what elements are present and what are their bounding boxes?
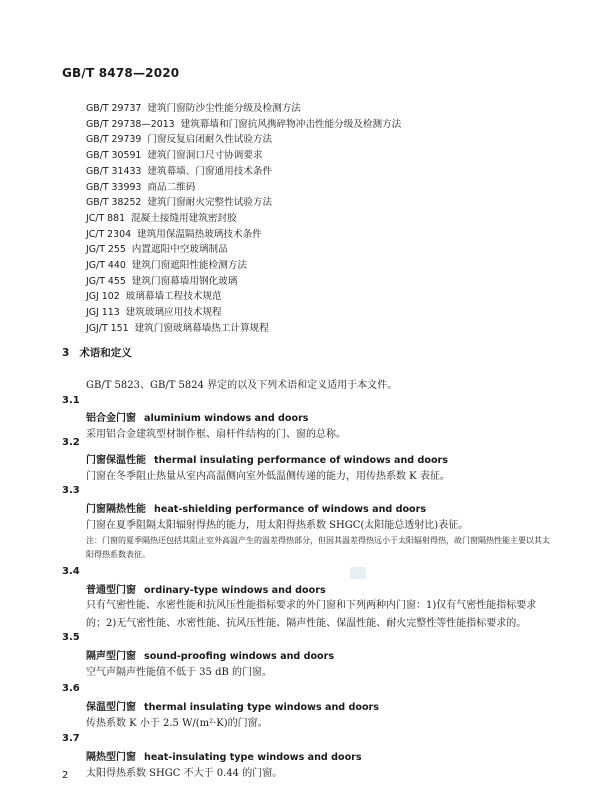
reference-title: 建筑门窗耐火完整性试验方法 bbox=[147, 197, 273, 209]
term-title-zh: 门窗隔热性能 bbox=[86, 504, 146, 515]
reference-code: GB/T 38252 bbox=[86, 197, 142, 209]
reference-code: GB/T 29739 bbox=[86, 134, 142, 146]
reference-title: 建筑门窗幕墙用钢化玻璃 bbox=[131, 275, 238, 287]
term-title-zh: 门窗保温性能 bbox=[86, 455, 146, 466]
reference-title: 建筑幕墙和门窗抗风携碎物冲击性能分级及检测方法 bbox=[180, 118, 402, 130]
reference-code: JG/T 455 bbox=[86, 275, 126, 287]
section-title: 术语和定义 bbox=[79, 347, 132, 359]
normative-references-list bbox=[86, 101, 401, 337]
reference-item bbox=[86, 164, 401, 180]
section-intro: GB/T 5823、GB/T 5824 界定的以及下列术语和定义适用于本文件。 bbox=[86, 380, 398, 391]
term-note: 注：门窗的夏季隔热还包括其阻止室外高温产生的温差得热部分，但因其温差得热远小于太阳辐射得热，故门窗隔热性能主要以其太阳得热系数表征。 bbox=[86, 536, 550, 559]
reference-title: 内置遮阳中空玻璃制品 bbox=[131, 244, 228, 256]
reference-item bbox=[86, 117, 401, 133]
term-title-zh: 隔热型门窗 bbox=[86, 752, 136, 763]
reference-item bbox=[86, 195, 401, 211]
reference-item bbox=[86, 242, 401, 258]
term-title-zh: 保温型门窗 bbox=[86, 702, 136, 713]
reference-code: JC/T 2304 bbox=[86, 228, 132, 240]
term-title-en: ordinary-type windows and doors bbox=[144, 585, 326, 596]
term-number: 3.7 bbox=[62, 733, 80, 744]
reference-title: 建筑门窗防沙尘性能分级及检测方法 bbox=[147, 103, 301, 114]
reference-item bbox=[86, 180, 401, 196]
term-title bbox=[86, 500, 426, 515]
reference-title: 混凝土接缝用建筑密封胶 bbox=[131, 212, 237, 224]
reference-title: 建筑门窗遮阳性能检测方法 bbox=[131, 260, 247, 272]
term-title bbox=[86, 581, 326, 596]
reference-item bbox=[86, 274, 401, 290]
term-number: 3.2 bbox=[62, 437, 80, 448]
term-title bbox=[86, 698, 379, 713]
reference-item bbox=[86, 227, 401, 243]
reference-title: 建筑门窗玻璃幕墙热工计算规程 bbox=[134, 322, 269, 334]
watermark-mark bbox=[350, 567, 366, 579]
reference-title: 建筑幕墙、门窗通用技术条件 bbox=[147, 165, 273, 177]
term-title-en: thermal insulating type windows and doors bbox=[144, 702, 379, 713]
reference-item bbox=[86, 132, 401, 148]
term-title bbox=[86, 647, 334, 662]
reference-title: 商品二维码 bbox=[147, 181, 196, 193]
term-title bbox=[86, 748, 362, 763]
term-definition: 空气声隔声性能值不低于 35 dB 的门窗。 bbox=[86, 667, 273, 678]
term-definition: 只有气密性能、水密性能和抗风压性能指标要求的外门窗和下列两种内门窗：1)仅有气密性能指标要求的；2)无气密性能、水密性能、抗风压性能、隔声性能、保温性能、耐火完整性等性能指标要求的。 bbox=[86, 600, 537, 629]
term-number: 3.6 bbox=[62, 683, 80, 694]
term-number: 3.3 bbox=[62, 485, 80, 496]
term-title-zh: 隔声型门窗 bbox=[86, 651, 136, 662]
term-number: 3.5 bbox=[62, 632, 80, 643]
reference-code: GB/T 33993 bbox=[86, 181, 142, 193]
reference-code: GB/T 29737 bbox=[86, 103, 142, 114]
reference-code: GB/T 29738—2013 bbox=[86, 118, 175, 130]
reference-title: 建筑用保温隔热玻璃技术条件 bbox=[137, 228, 262, 240]
term-title-en: aluminium windows and doors bbox=[144, 413, 309, 424]
term-definition: 采用铝合金建筑型材制作框、扇杆件结构的门、窗的总称。 bbox=[86, 429, 346, 440]
reference-code: JG/T 255 bbox=[86, 244, 126, 256]
reference-item bbox=[86, 289, 401, 305]
section-heading bbox=[62, 345, 132, 360]
reference-code: JC/T 881 bbox=[86, 212, 126, 224]
term-definition: 门窗在夏季阻隔太阳辐射得热的能力，用太阳得热系数 SHGC(太阳能总透射比)表征。 bbox=[86, 520, 469, 531]
term-title-en: heat-shielding performance of windows and doors bbox=[154, 504, 427, 515]
reference-code: JGJ/T 151 bbox=[86, 322, 129, 334]
reference-code: GB/T 31433 bbox=[86, 165, 142, 177]
term-title-en: sound-proofing windows and doors bbox=[144, 651, 335, 662]
reference-item bbox=[86, 321, 401, 337]
term-title-zh: 普通型门窗 bbox=[86, 585, 136, 596]
page-number: 2 bbox=[62, 770, 69, 781]
reference-code: GB/T 30591 bbox=[86, 150, 142, 162]
term-title-zh: 铝合金门窗 bbox=[86, 413, 136, 424]
reference-title: 建筑门窗洞口尺寸协调要求 bbox=[147, 150, 263, 162]
term-definition: 太阳得热系数 SHGC 不大于 0.44 的门窗。 bbox=[86, 768, 283, 779]
reference-title: 门窗反复启闭耐久性试验方法 bbox=[147, 134, 273, 146]
term-title-en: heat-insulating type windows and doors bbox=[144, 752, 362, 763]
reference-item bbox=[86, 148, 401, 164]
term-definition: 传热系数 K 小于 2.5 W/(m²·K)的门窗。 bbox=[86, 718, 268, 729]
term-title bbox=[86, 451, 448, 466]
term-title-en: thermal insulating performance of windows and doors bbox=[154, 455, 448, 466]
reference-item bbox=[86, 101, 401, 117]
term-definition: 门窗在冬季阻止热量从室内高温侧向室外低温侧传递的能力，用传热系数 K 表征。 bbox=[86, 471, 450, 482]
term-number: 3.4 bbox=[62, 566, 80, 577]
term-number: 3.1 bbox=[62, 395, 80, 406]
section-number: 3 bbox=[62, 347, 70, 359]
reference-code: JGJ 113 bbox=[86, 307, 120, 319]
standard-code-header: GB/T 8478—2020 bbox=[62, 66, 180, 80]
reference-title: 玻璃幕墙工程技术规范 bbox=[125, 291, 222, 303]
reference-item bbox=[86, 211, 401, 227]
reference-title: 建筑玻璃应用技术规程 bbox=[125, 307, 222, 319]
reference-code: JG/T 440 bbox=[86, 260, 126, 272]
term-title bbox=[86, 409, 309, 424]
reference-item bbox=[86, 305, 401, 321]
reference-code: JGJ 102 bbox=[86, 291, 120, 303]
reference-item bbox=[86, 258, 401, 274]
